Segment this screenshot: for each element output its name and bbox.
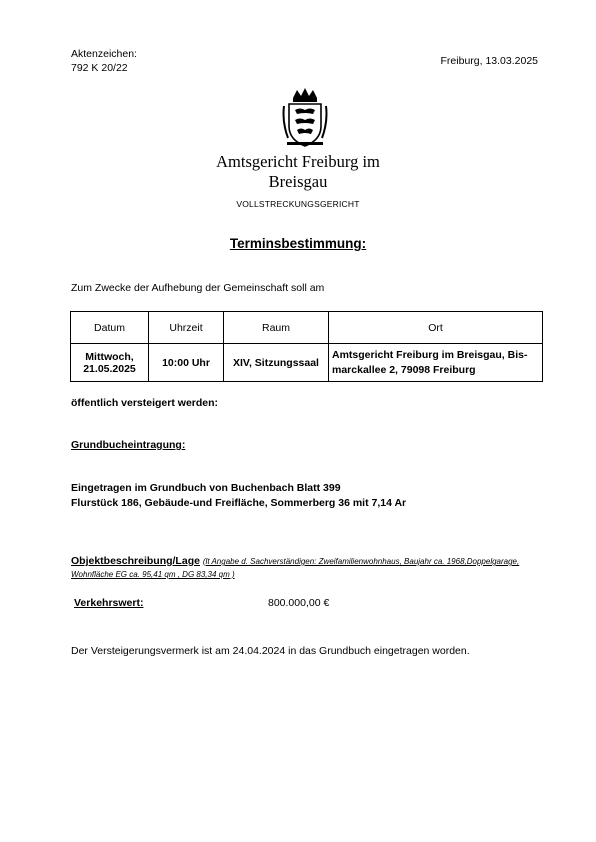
- aktenzeichen-block: [71, 47, 137, 75]
- verkehrswert-value: 800.000,00 €: [268, 597, 330, 609]
- object-description-text: (lt Angabe d. Sachverständigen: Zweifamilienwohnhaus, Baujahr ca. 1968,Doppelgarage, Wohnfläche EG ca. 95,41 qm , DG 83,34 qm ): [71, 557, 520, 579]
- cell-ort-line1: Amtsgericht Freiburg im Breisgau, Bis-: [332, 348, 528, 361]
- registration-note: Der Versteigerungsvermerk ist am 24.04.2024 in das Grundbuch eingetragen worden.: [71, 645, 470, 657]
- cell-datum: [71, 344, 149, 382]
- grundbuch-line1: Eingetragen im Grundbuch von Buchenbach Blatt 399: [71, 482, 341, 494]
- court-name-line2: Breisgau: [268, 172, 328, 191]
- table-header-row: [71, 312, 543, 344]
- cell-ort: [329, 344, 543, 382]
- cell-raum: XIV, Sitzungssaal: [224, 344, 329, 382]
- aktenzeichen-value: 792 K 20/22: [71, 62, 128, 74]
- appointment-table: [70, 311, 543, 382]
- table-row: [71, 344, 543, 382]
- header-uhrzeit: Uhrzeit: [149, 312, 224, 344]
- cell-uhrzeit: 10:00 Uhr: [149, 344, 224, 382]
- cell-datum-weekday: Mittwoch,: [85, 350, 134, 363]
- object-description-title: Objektbeschreibung/Lage: [71, 555, 200, 567]
- header-ort: Ort: [329, 312, 543, 344]
- grundbuch-title: Grundbucheintragung:: [71, 439, 186, 451]
- intro-text: Zum Zwecke der Aufhebung der Gemeinschaft soll am: [71, 282, 325, 294]
- grundbuch-entry: [71, 481, 406, 511]
- header-datum: Datum: [71, 312, 149, 344]
- cell-datum-date: 21.05.2025: [83, 362, 136, 375]
- aktenzeichen-label: Aktenzeichen:: [71, 48, 137, 60]
- object-description: [71, 555, 521, 581]
- grundbuch-line2: Flurstück 186, Gebäude-und Freifläche, Sommerberg 36 mit 7,14 Ar: [71, 497, 407, 509]
- court-name-line1: Amtsgericht Freiburg im: [216, 152, 380, 171]
- header-raum: Raum: [224, 312, 329, 344]
- court-name: [0, 152, 596, 192]
- cell-ort-line2: marckallee 2, 79098 Freiburg: [332, 363, 476, 376]
- auction-statement: öffentlich versteigert werden:: [71, 397, 219, 409]
- verkehrswert-label: Verkehrswert:: [74, 597, 144, 609]
- coat-of-arms-icon: [281, 86, 329, 148]
- place-date: Freiburg, 13.03.2025: [440, 55, 538, 67]
- court-department: VOLLSTRECKUNGSGERICHT: [236, 199, 360, 209]
- document-heading: Terminsbestimmung:: [229, 236, 367, 251]
